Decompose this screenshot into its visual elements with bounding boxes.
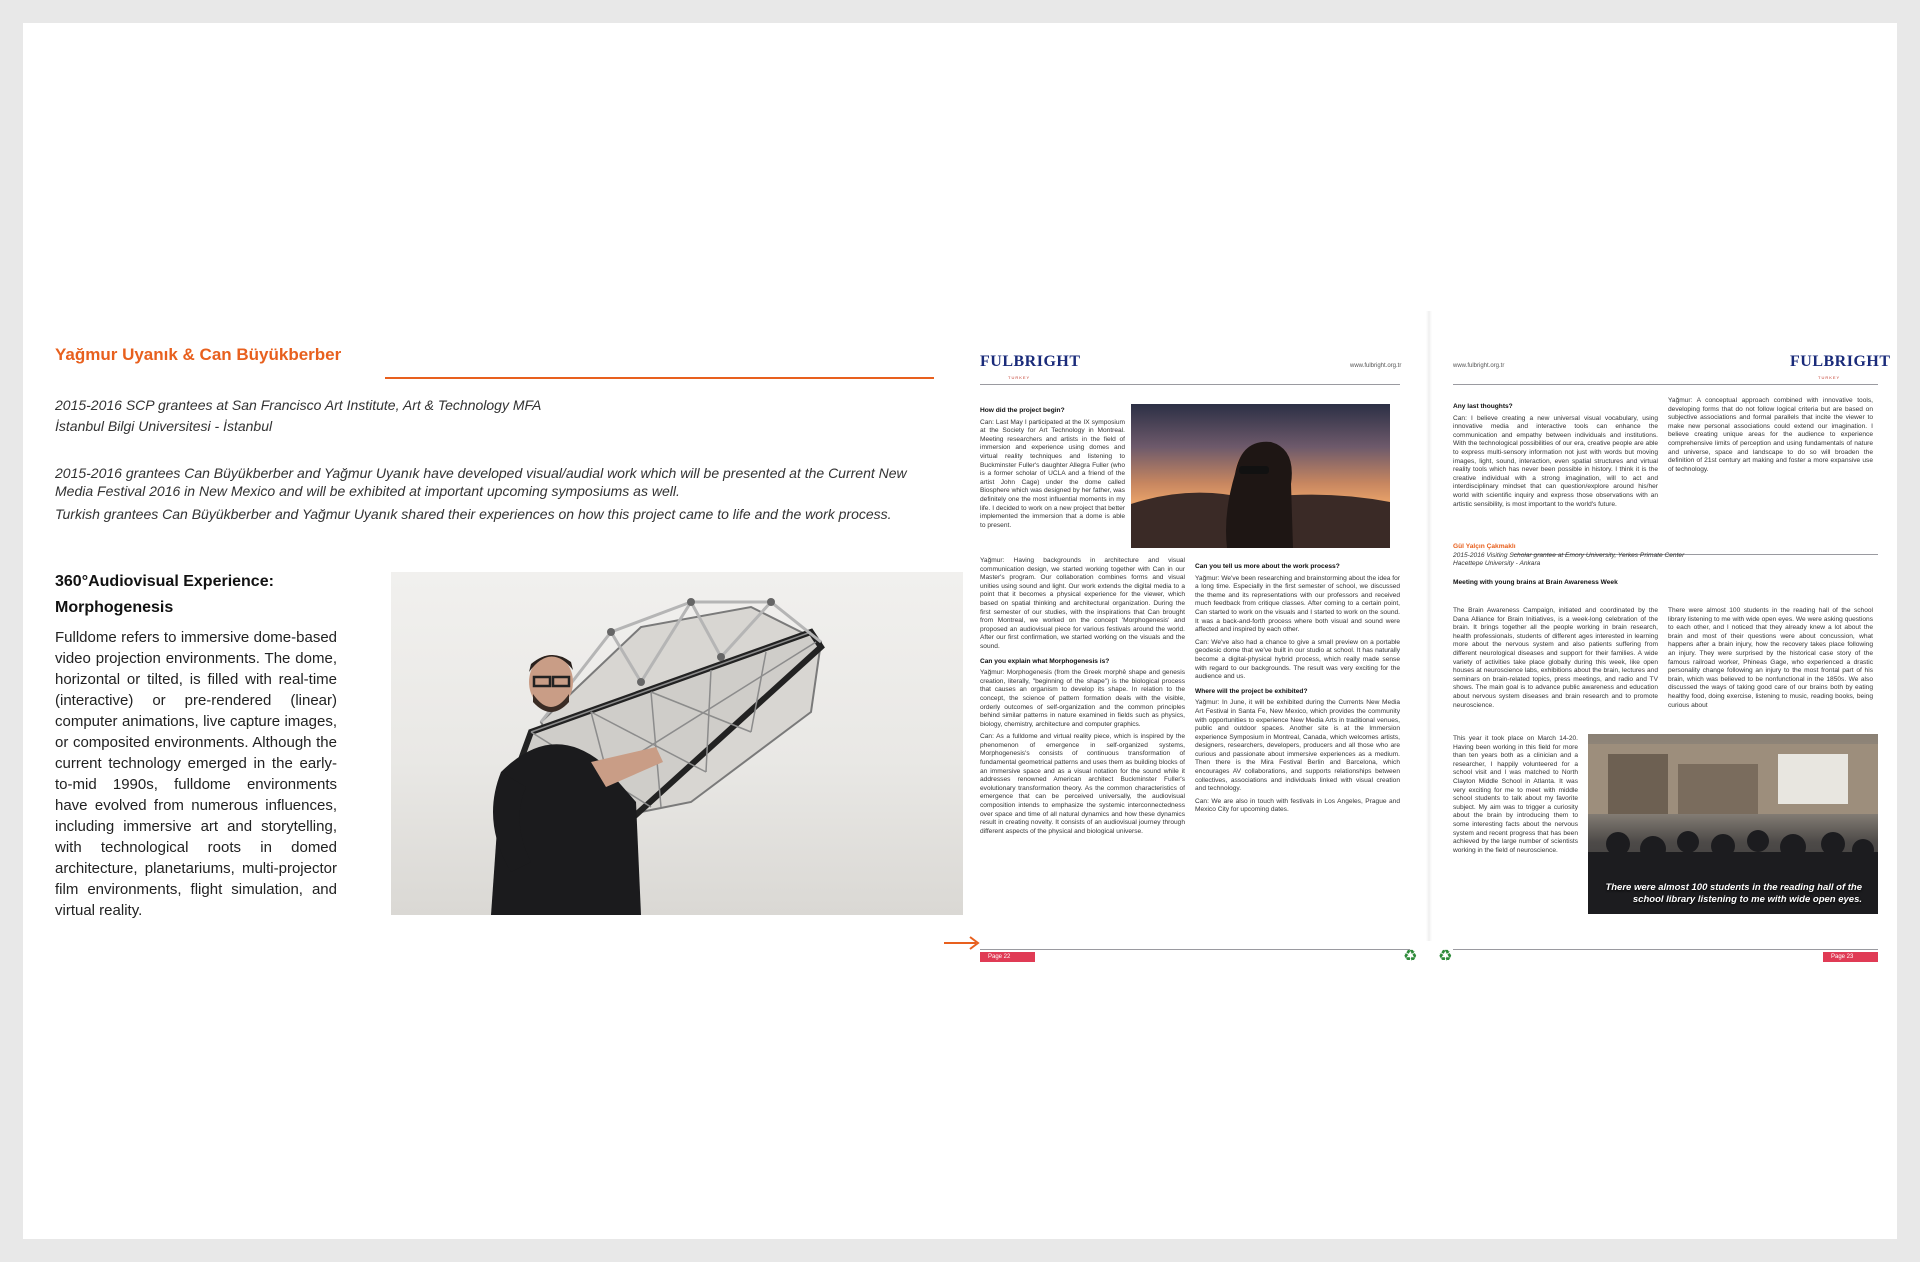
university-info: İstanbul Bilgi Universitesi - İstanbul bbox=[55, 418, 273, 434]
grant-info: 2015-2016 SCP grantees at San Francisco Art Institute, Art & Technology MFA bbox=[55, 397, 542, 413]
arrow-right-icon bbox=[942, 933, 982, 953]
answer-text: Can: I believe creating a new universal visual vocabulary, using innovative media and interactive tools can enhance the communication and empathy between individuals and institutions. With the technological possibilities of our era, creative people are able to express multi-sensory information not just with words but moving images, light, sound, interaction, even spatial structures and virtual reality tools which has never been possible in history. I think it is the creative individual with a strong imagination, will to act and interdisciplinary mindset that can question/explore around his/her world with scientific inquiry and express those observations with an artistic sensibility, is most important to the world's future. bbox=[1453, 414, 1658, 508]
page-sheet bbox=[23, 23, 1897, 1239]
column-23c bbox=[1453, 607, 1658, 727]
footer-rule bbox=[1453, 949, 1878, 950]
recycle-icon: ♻ bbox=[1403, 948, 1418, 965]
article-left-page bbox=[55, 343, 955, 983]
column-22c bbox=[1195, 557, 1400, 941]
article-heading: Meeting with young brains at Brain Awareness Week bbox=[1453, 578, 1618, 586]
column-23b bbox=[1668, 397, 1873, 512]
fulbright-logo-sub: TURKEY bbox=[1008, 375, 1031, 380]
answer-text: Can: We've also had a chance to give a small preview on a portable geodesic dome that we've built in our studio at school. It has naturally become a digital-physical hybrid process, which really made sense with regard to our backgrounds. The result was very exciting for the audience and us. bbox=[1195, 638, 1400, 681]
grantee-header bbox=[1453, 543, 1753, 613]
section-body: Fulldome refers to immersive dome-based video projection environments. The dome, horizontal or tilted, is filled with real-time (interactive) or pre-rendered (linear) computer animations, live capture images, or composited environments. Although the current technology emerged in the early-to-mid 1990s, fulldome environments have evolved from numerous influences, including immersive art and storytelling, with technological roots in domed architecture, planetariums, multi-projector film environments, flight simulation, and virtual reality. bbox=[55, 629, 337, 919]
header-rule bbox=[980, 384, 1400, 385]
question-heading: Can you tell us more about the work process? bbox=[1195, 563, 1340, 570]
column-22b bbox=[980, 557, 1185, 941]
magazine-spread bbox=[978, 311, 1891, 965]
page-url: www.fulbright.org.tr bbox=[1453, 363, 1505, 369]
answer-text: Can: As a fulldome and virtual reality piece, which is inspired by the phenomenon of emergence in self-organized systems, Morphogenesis's consists of continuous transformation of fundamental geometrical patterns and uses them as building blocks of an immersive space and as a visual notation for the sound while it addresses renowned American architect Buckminster Fuller's evolutionary transformation theory. As the common characteristics of emergence that can be perceived universally, the audiovisual composition intends to emphasize the systemic interconnectedness over space and time of all natural dynamics and how these dynamics result in creating novelty. It consists of an audiovisual journey through different aspects of the physical and biological universe. bbox=[980, 733, 1185, 835]
authors-title: Yağmur Uyanık & Can Büyükberber bbox=[55, 345, 342, 364]
body-text: The Brain Awareness Campaign, initiated and coordinated by the Dana Alliance for Brain Initiatives, is a week-long celebration of the brain. It brings together all the people working in brain research, health professionals, students of different ages interested in learning more about the nervous system and also patients suffering from different neurological diseases and support for their families. A wide variety of activities take place globally during this week, like open houses at neuroscience labs, exhibitions about the brain, lectures and seminars on brain-related topics, press meetings, and radio and TV shows. The main goal is to advance public awareness and education about nervous system diseases and brain research and to promote neuroscience. bbox=[1453, 607, 1658, 709]
question-heading: How did the project begin? bbox=[980, 407, 1065, 414]
question-heading: Any last thoughts? bbox=[1453, 403, 1513, 410]
intro-paragraph-2: Turkish grantees Can Büyükberber and Yağmur Uyanık shared their experiences on how this project came to life and the work process. bbox=[55, 506, 892, 522]
grantee-university: Hacettepe University - Ankara bbox=[1453, 560, 1541, 568]
magazine-page-22 bbox=[978, 311, 1418, 965]
grantee-name: Gül Yalçın Çakmaklı bbox=[1453, 543, 1516, 550]
dome-photo bbox=[391, 572, 963, 915]
section-title: 360°Audiovisual Experience: Morphogenesis bbox=[55, 573, 274, 616]
recycle-icon: ♻ bbox=[1438, 948, 1453, 965]
answer-text: Can: We are also in touch with festivals in Los Angeles, Prague and Mexico City for upcoming dates. bbox=[1195, 797, 1400, 814]
column-23e bbox=[1668, 607, 1873, 727]
column-23a bbox=[1453, 397, 1658, 512]
question-heading: Where will the project be exhibited? bbox=[1195, 687, 1308, 695]
magazine-page-23 bbox=[1438, 311, 1891, 965]
fulbright-logo: FULBRIGHT bbox=[1790, 353, 1891, 370]
classroom-photo bbox=[1588, 734, 1878, 914]
header-rule bbox=[1453, 384, 1878, 385]
intro-paragraph-1: 2015-2016 grantees Can Büyükberber and Yağmur Uyanık have developed visual/audial work which will be presented at the Current New Media Festival 2016 in New Mexico and will be exhibited at important upcoming symposiums as well. bbox=[55, 465, 907, 499]
page-number-22: Page 22 bbox=[980, 952, 1035, 962]
answer-text: Yağmur: Morphogenesis (from the Greek morphê shape and genesis creation, literally, "beginning of the shape") is the biological process that causes an organism to develop its shape. In relation to the concept, the science of pattern formation deals with the visible, orderly outcomes of self-organization and the common principles behind similar patterns in nature examined in fields such as physics, biology, chemistry, architecture and computer graphics. bbox=[980, 669, 1185, 728]
column-23d bbox=[1453, 735, 1578, 935]
question-heading: Can you explain what Morphogenesis is? bbox=[980, 657, 1110, 665]
answer-text: Yağmur: Having backgrounds in architecture and visual communication design, we started working together with Can in our Master's program. Our collaboration combines forms and visual unities using sound and light. Our work extends the digital media to a point that it becomes a physical experience for the viewer, which based on spatial thinking and architectural organization. During the first semester of our studies, with the inspirations that Can brought from Montreal, we worked on the concept 'Morphogenesis' and proposed an audiovisual piece for various festivals around the world. After our first confirmation, we started working on the visuals and the sound. bbox=[980, 557, 1185, 650]
footer-rule bbox=[980, 949, 1410, 950]
answer-text: Yağmur: In June, it will be exhibited during the Currents New Media Art Festival in Santa Fe, New Mexico, which provides the community with opportunities to experience New Media Arts in traditional venues, public and outdoor spaces. Another site is at the Immersion experience Symposium in Montreal, Canada, which welcomes artists, designers, researchers, developers, producers and all those who are curious and passionate about immersive experiences as a medium. Then there is the Mira Festival Berlin and Barcelona, which encourages AV collaborations, and supports relationships between collectives, associations and individuals linked with visual creation and technology. bbox=[1195, 699, 1400, 793]
portrait-photo bbox=[1131, 404, 1390, 548]
fulbright-logo: FULBRIGHT bbox=[980, 353, 1081, 370]
title-rule bbox=[385, 377, 934, 379]
fulbright-logo-sub: TURKEY bbox=[1818, 375, 1841, 380]
spread-gutter bbox=[1426, 311, 1432, 941]
page-url: www.fulbright.org.tr bbox=[1350, 363, 1402, 369]
answer-text: Yağmur: A conceptual approach combined with innovative tools, developing forms that do not follow logical criteria but are based on subjective associations and formal parallels that incite the viewer to make new personal associations could extend our imagination. I believe creating unique areas for the audience to experience comprehensive limits of perception and using fundamentals of nature and universe, space and landscape to do so will broaden the definition of 21st century art making and foster a more expansive use of technology. bbox=[1668, 397, 1873, 473]
page-number-23: Page 23 bbox=[1823, 952, 1878, 962]
body-text: There were almost 100 students in the reading hall of the school library listening to me with wide open eyes. We were asking questions to each other, and I noticed that they already knew a lot about the brain and most of their questions were about concussion, what happens after a brain injury, how the recovery takes place following an injury. They were surprised by the historical case story of the famous railroad worker, Phineas Gage, who experienced a drastic personality change following an injury to the most frontal part of his brain, which was believed to be nonfunctional in the 1850s. We also discussed the ways of taking good care of our brains both by eating healthy food, doing exercise, listening to music, reading books, being curious about bbox=[1668, 607, 1873, 709]
column-22a bbox=[980, 401, 1125, 551]
answer-text: Yağmur: We've been researching and brainstorming about the idea for a long time. Especially in the first semester of school, we discussed the theme and its representations with our professors and received much feedback from critique classes. After coming to a certain point, Can started to work on the visuals and I started to work on the sound. It was a back-and-forth process where both visual and sound were affected and inspired by each other. bbox=[1195, 574, 1400, 634]
pull-quote: There were almost 100 students in the reading hall of the school library listening to me with wide open eyes. bbox=[1605, 882, 1862, 905]
body-text: This year it took place on March 14-20. Having been working in this field for more than ten years both as a clinician and a researcher, I happily volunteered for a school visit and I was matched to North Clayton Middle School in Atlanta. It was very exciting for me to meet with middle school students to talk about my favorite subject. My aim was to trigger a curiosity about the brain by introducing them to some interesting facts about the nervous system and recent progress that has been achieved by the large number of scientists working in the field of neuroscience. bbox=[1453, 735, 1578, 854]
answer-text: Can: Last May I participated at the IX symposium at the Society for Art Technology in Montreal. Meeting researchers and artists in the field of immersion and experience using domes and virtual reality techniques and listening to Buckminster Fuller's daughter Allegra Fuller (who is a former scholar of UCLA and a friend of the artist John Cage) under the dome called Biosphere which was designed by her father, was definitely one the most influential moments in my life. I decided to work on a new project that better implemented the immersion that a dome is able to present. bbox=[980, 418, 1125, 529]
grantee-grant: 2015-2016 Visiting Scholar grantee at Emory University, Yerkes Primate Center bbox=[1453, 551, 1685, 559]
